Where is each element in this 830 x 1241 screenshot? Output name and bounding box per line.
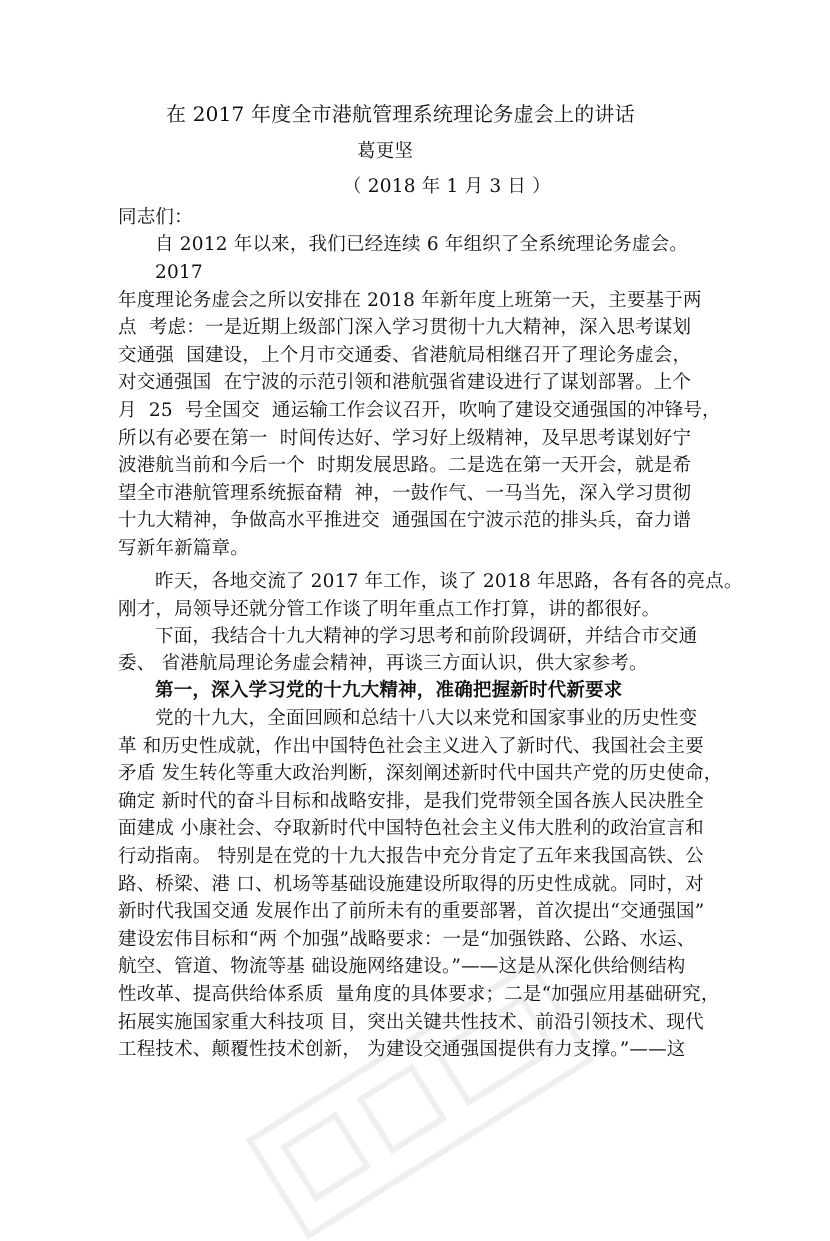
body-line: 新时代我国交通 发展作出了前所未有的重要部署，首次提出“交通强国” (118, 901, 705, 922)
body-line: 月 25 号全国交 通运输工作会议召开，吹响了建设交通强国的冲锋号， (118, 400, 721, 421)
body-line: 路、桥梁、港 口、机场等基础设施建设所取得的历史性成就。同时，对 (118, 874, 704, 895)
body-line: 工程技术、颠覆性技术创新， 为建设交通强国提供有力支撑。”——这 (118, 1039, 686, 1060)
body-line: 委、 省港航局理论务虚会精神，再谈三方面认识，供大家参考。 (118, 653, 648, 674)
author-name: 葛更坚 (357, 141, 414, 162)
salutation: 同志们： (118, 207, 193, 228)
body-line: 交通强 国建设，上个月市交通委、省港航局相继召开了理论务虚会， (118, 345, 692, 366)
speech-date: （ 2018 年 1 月 3 日 ） (343, 176, 551, 197)
body-line: 行动指南。 特别是在党的十九大报告中充分肯定了五年来我国高铁、公 (118, 846, 704, 867)
body-line: 年度理论务虚会之所以安排在 2018 年新年度上班第一天，主要基于两 (118, 290, 702, 311)
body-line: 性改革、提高供给体系质 量角度的具体要求；二是“加强应用基础研究， (118, 984, 720, 1005)
body-line: 波港航当前和今后一个 时期发展思路。二是选在第一天开会，就是希 (118, 455, 692, 476)
body-line: 矛盾 发生转化等重大政治判断，深刻阐述新时代中国共产党的历史使命， (118, 763, 723, 784)
body-line: 党的十九大，全面回顾和总结十八大以来党和国家事业的历史性变 (155, 708, 698, 729)
body-line: 建设宏伟目标和“两 个加强”战略要求：一是“加强铁路、公路、水运、 (118, 929, 696, 950)
body-line: 所以有必要在第一 时间传达好、学习好上级精神，及早思考谋划好宁 (118, 428, 692, 449)
body-line: 拓展实施国家重大科技项 目，突出关键共性技术、前沿引领技术、现代 (118, 1012, 704, 1033)
body-line: 革 和历史性成就，作出中国特色社会主义进入了新时代、我国社会主要 (118, 736, 704, 757)
body-line: 面建成 小康社会、夺取新时代中国特色社会主义伟大胜利的政治宣言和 (118, 818, 704, 839)
body-line: 十九大精神，争做高水平推进交 通强国在宁波示范的排头兵，奋力谱 (118, 510, 692, 531)
body-line: 昨天，各地交流了 2017 年工作，谈了 2018 年思路，各有各的亮点。 (155, 571, 743, 592)
document-title: 在 2017 年度全市港航管理系统理论务虚会上的讲话 (166, 102, 635, 126)
body-line: 航空、管道、物流等基 础设施网络建设。”——这是从深化供给侧结构 (118, 956, 686, 977)
body-line: 自 2012 年以来，我们已经连续 6 年组织了全系统理论务虚会。 (155, 234, 688, 255)
body-line: 点 考虑：一是近期上级部门深入学习贯彻十九大精神，深入思考谋划 (118, 317, 692, 338)
body-line: 确定 新时代的奋斗目标和战略安排，是我们党带领全国各族人民决胜全 (118, 791, 704, 812)
body-line: 望全市港航管理系统振奋精 神，一鼓作气、一马当先，深入学习贯彻 (118, 483, 692, 504)
body-line: 对交通强国 在宁波的示范引领和港航强省建设进行了谋划部署。上个 (118, 372, 692, 393)
body-line: 2017 (155, 262, 203, 283)
body-line: 刚才，局领导还就分管工作谈了明年重点工作打算，讲的都很好。 (118, 599, 661, 620)
body-line: 写新年新篇章。 (118, 538, 249, 559)
section-heading: 第一，深入学习党的十九大精神，准确把握新时代新要求 (155, 680, 623, 701)
body-line: 下面，我结合十九大精神的学习思考和前阶段调研，并结合市交通 (155, 626, 698, 647)
